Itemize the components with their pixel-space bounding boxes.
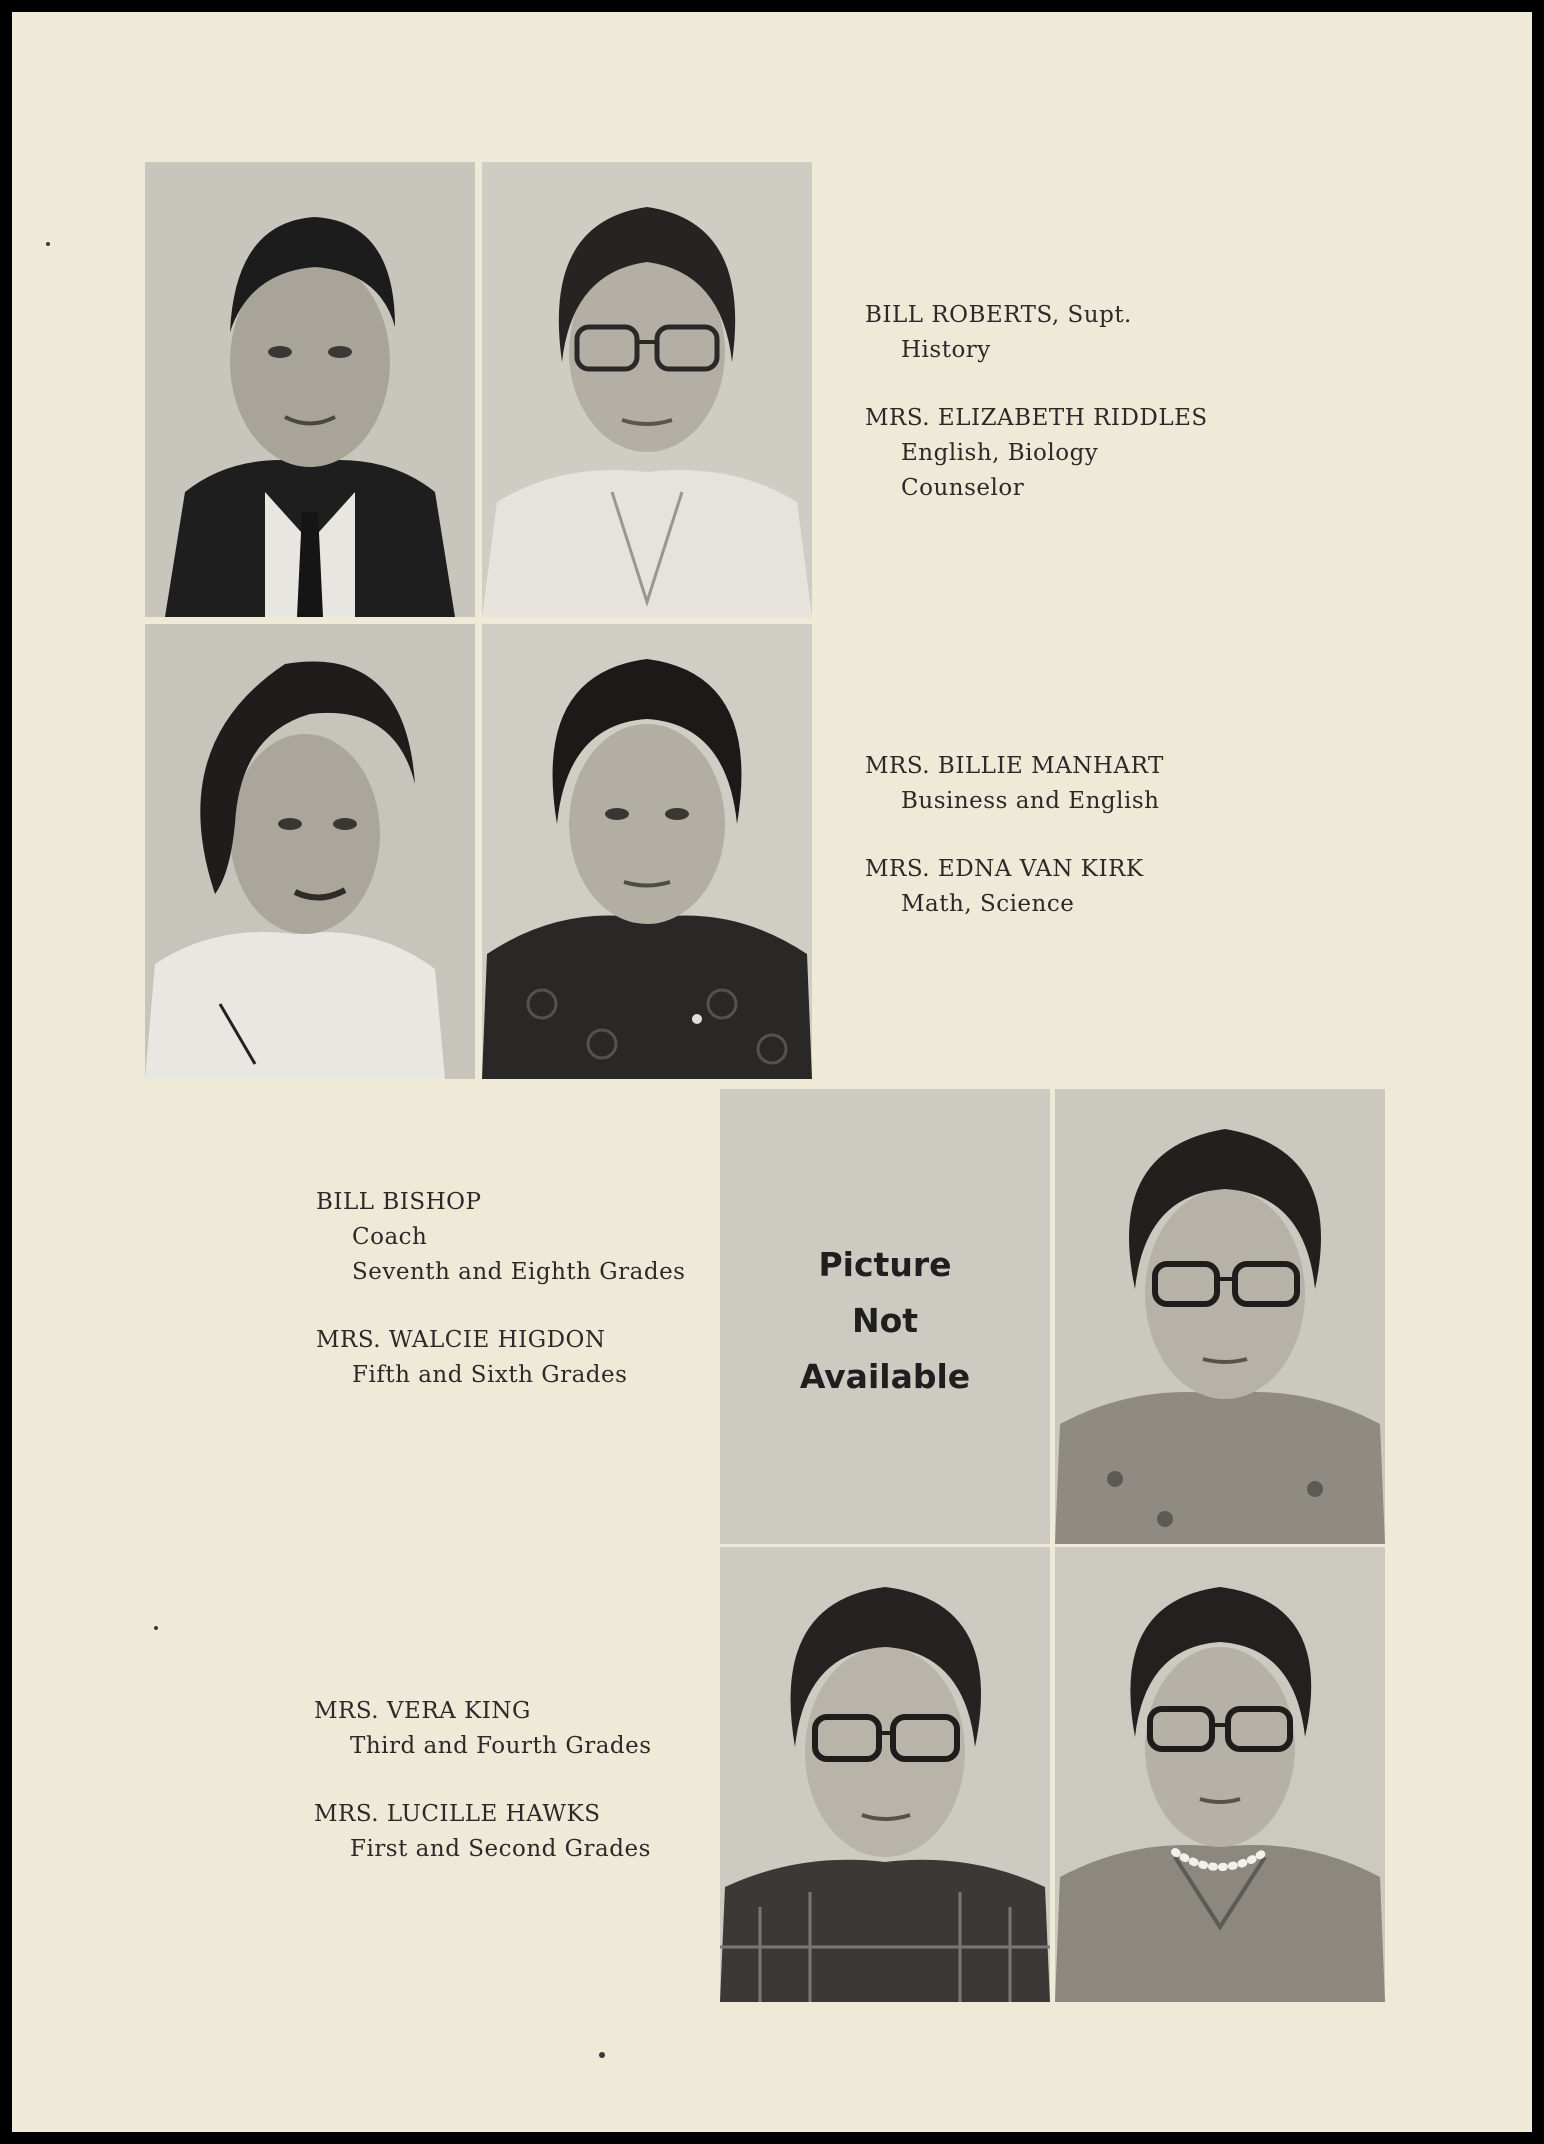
entry-elizabeth-riddles	[865, 401, 1208, 506]
placeholder-line: Not	[851, 1301, 919, 1340]
staff-role: History	[901, 337, 991, 363]
staff-role: Business and English	[901, 788, 1160, 814]
staff-name: MRS. ELIZABETH RIDDLES	[865, 405, 1208, 431]
photo-elizabeth-riddles	[482, 162, 812, 617]
staff-role: Coach	[352, 1224, 428, 1250]
staff-role: Third and Fourth Grades	[350, 1733, 652, 1759]
photo-not-available	[720, 1089, 1050, 1544]
caption-manhart-vankirk	[865, 749, 1164, 922]
staff-role: English, Biology	[901, 440, 1099, 466]
paper-speck	[599, 2052, 605, 2058]
photo-lucille-hawks	[1055, 1547, 1385, 2002]
paper-speck	[154, 1626, 158, 1630]
staff-name: BILL ROBERTS, Supt.	[865, 302, 1132, 328]
staff-name: MRS. BILLIE MANHART	[865, 753, 1164, 779]
staff-name: MRS. WALCIE HIGDON	[316, 1327, 606, 1353]
picture-not-available-label	[720, 1237, 1050, 1405]
caption-roberts-riddles	[865, 298, 1208, 506]
caption-king-hawks	[314, 1694, 652, 1867]
staff-role: Seventh and Eighth Grades	[352, 1259, 686, 1285]
staff-name: MRS. LUCILLE HAWKS	[314, 1801, 601, 1827]
paper-speck	[46, 242, 50, 246]
staff-role: Counselor	[901, 475, 1025, 501]
staff-role: Fifth and Sixth Grades	[352, 1362, 628, 1388]
yearbook-page	[12, 12, 1532, 2132]
photo-vera-king	[720, 1547, 1050, 2002]
caption-bishop-higdon	[316, 1185, 685, 1393]
staff-name: MRS. VERA KING	[314, 1698, 531, 1724]
entry-edna-van-kirk	[865, 852, 1164, 922]
photo-billie-manhart	[145, 624, 475, 1079]
photo-bill-roberts	[145, 162, 475, 617]
placeholder-line: Picture	[818, 1245, 952, 1284]
entry-bill-roberts	[865, 298, 1208, 368]
staff-name: MRS. EDNA VAN KIRK	[865, 856, 1144, 882]
placeholder-line: Available	[799, 1357, 971, 1396]
entry-walcie-higdon	[316, 1323, 685, 1393]
staff-role: First and Second Grades	[350, 1836, 651, 1862]
staff-name: BILL BISHOP	[316, 1189, 482, 1215]
entry-billie-manhart	[865, 749, 1164, 819]
entry-lucille-hawks	[314, 1797, 652, 1867]
staff-role: Math, Science	[901, 891, 1075, 917]
photo-walcie-higdon	[1055, 1089, 1385, 1544]
entry-vera-king	[314, 1694, 652, 1764]
entry-bill-bishop	[316, 1185, 685, 1290]
photo-edna-van-kirk	[482, 624, 812, 1079]
